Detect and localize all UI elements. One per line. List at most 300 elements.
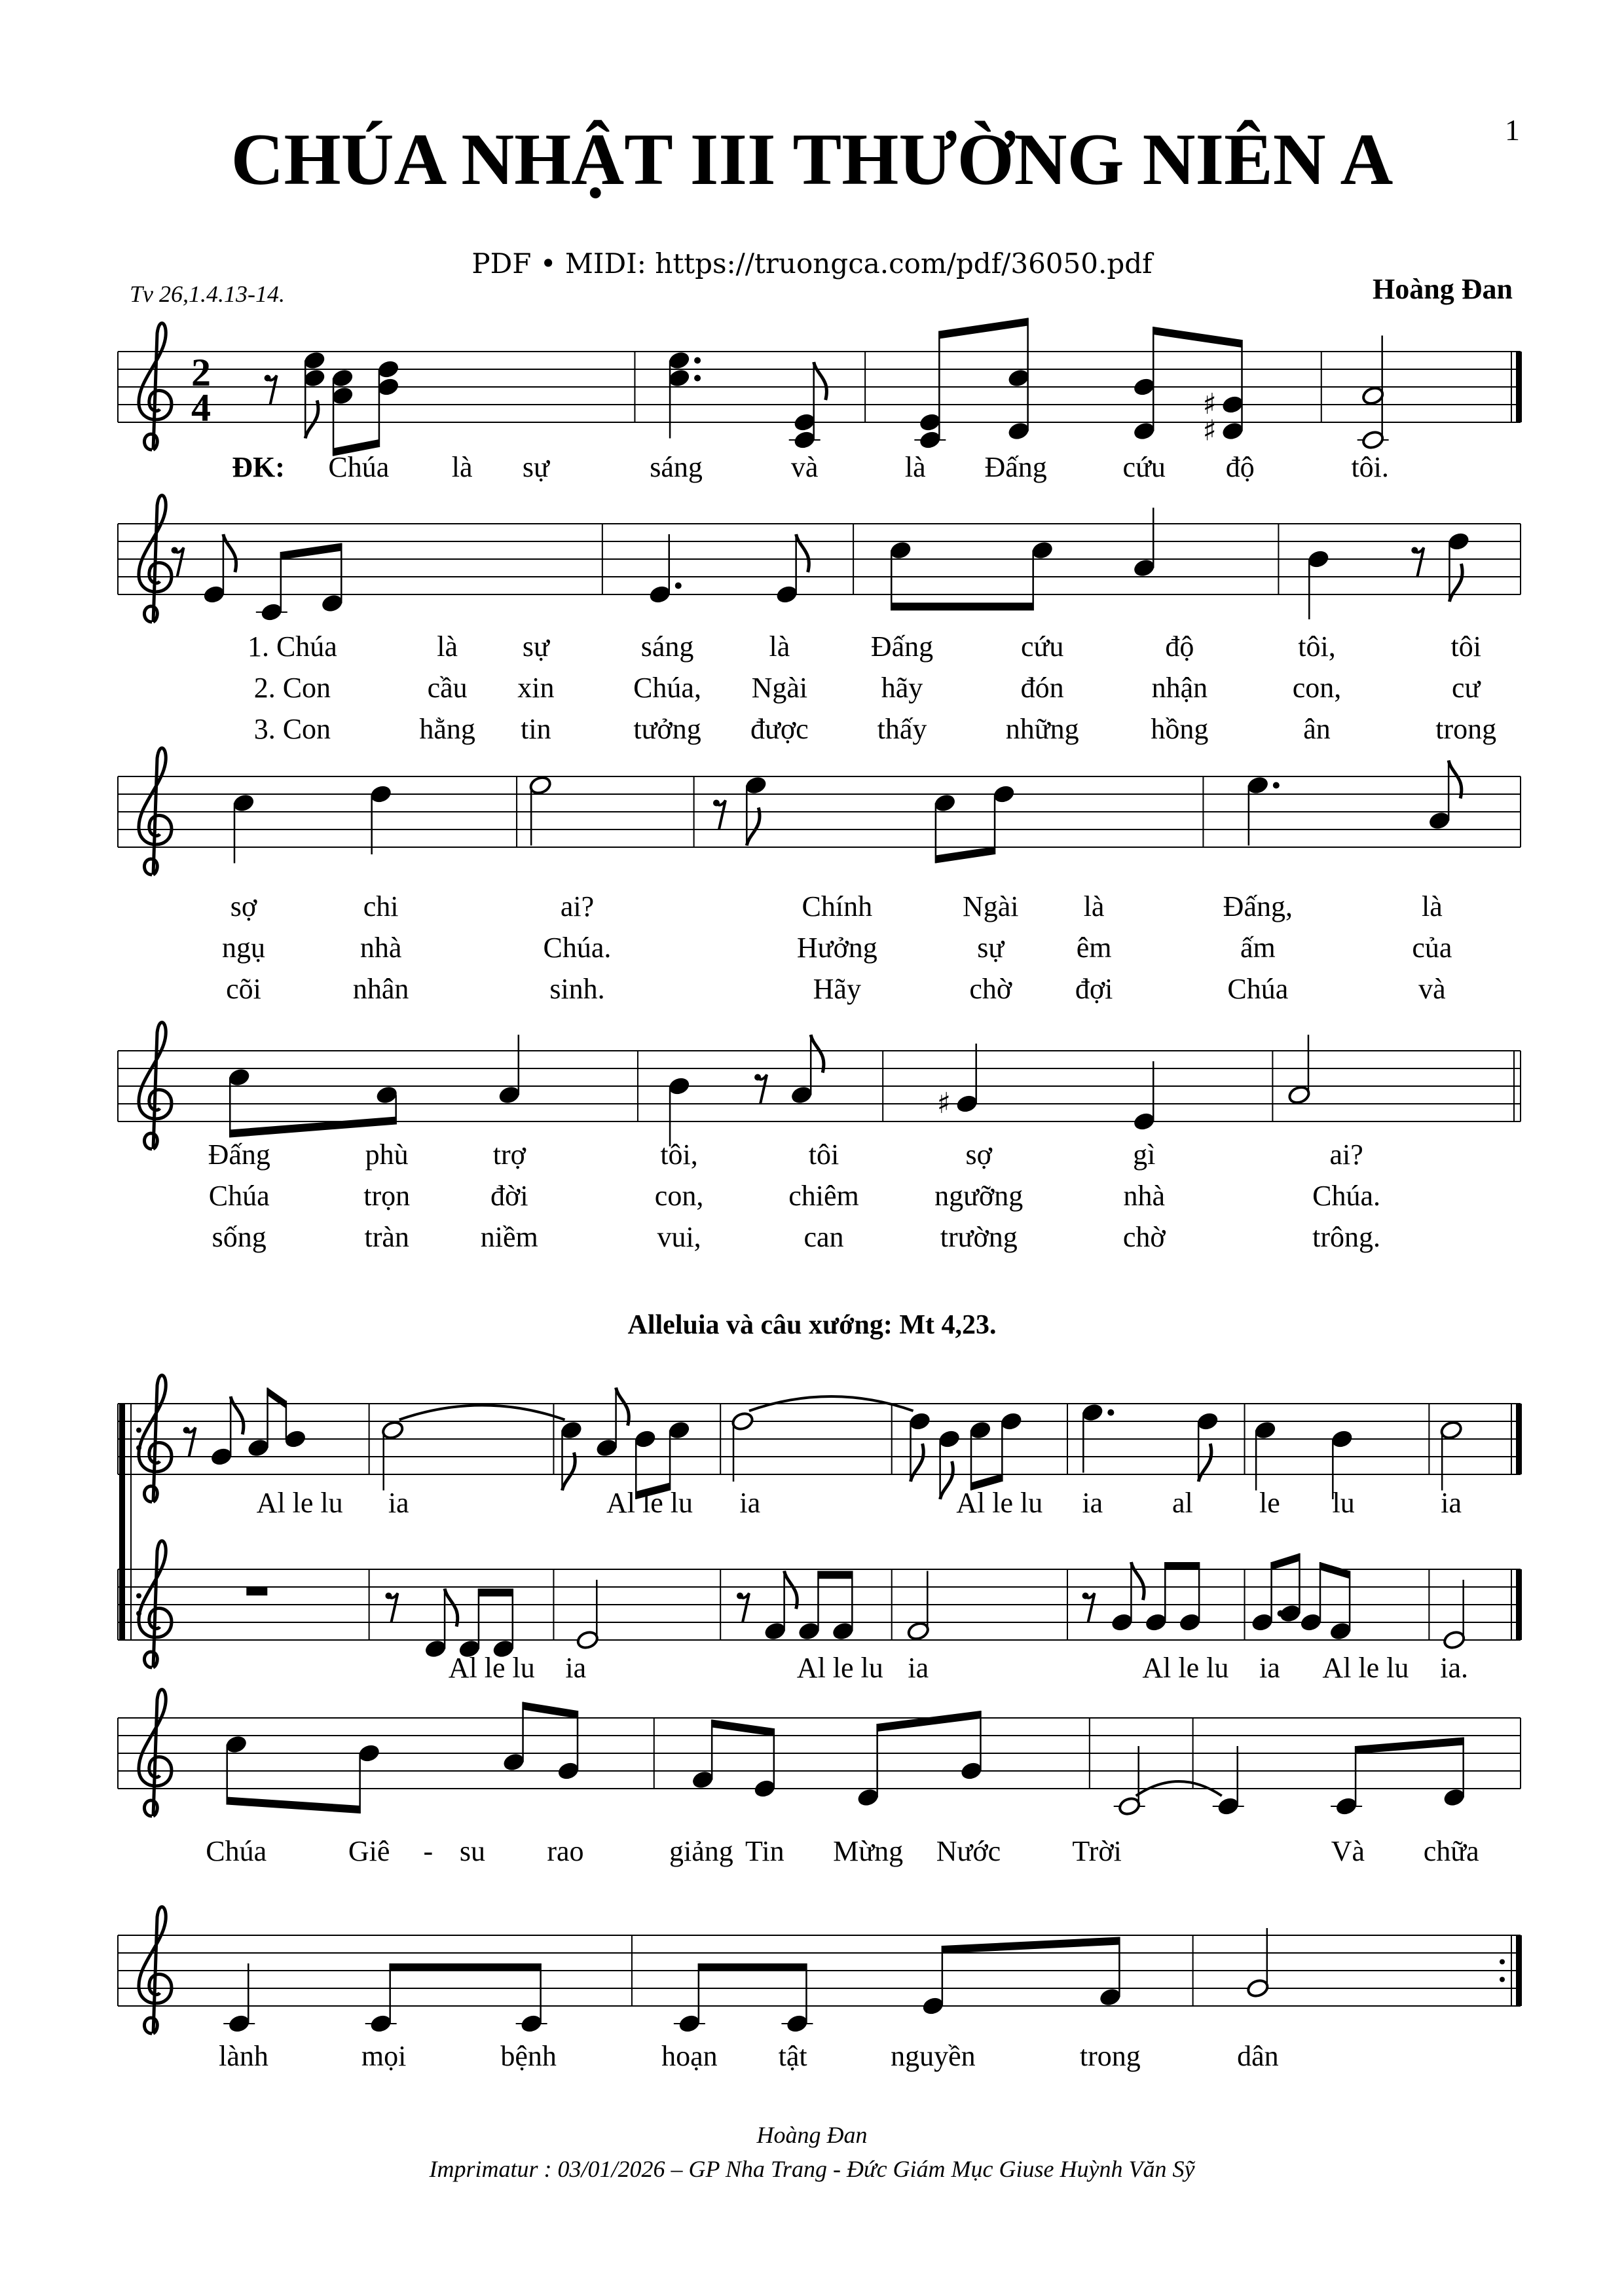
lyric-syllable: hãy — [881, 672, 923, 704]
alleluia-heading: Alleluia và câu xướng: Mt 4,23. — [627, 1310, 997, 1340]
note-head — [1251, 1612, 1274, 1633]
note-head — [857, 1787, 880, 1808]
lyric-syllable: sợ — [965, 1139, 992, 1171]
note-head — [775, 584, 799, 605]
lyric-syllable: tôi — [1450, 630, 1481, 663]
note-head — [1221, 421, 1244, 442]
note-head — [1007, 421, 1031, 442]
note-head — [1335, 1796, 1358, 1817]
beam — [1356, 1738, 1464, 1755]
beam — [877, 1711, 981, 1732]
lyric-syllable: sáng — [650, 451, 703, 483]
lyric-syllable: nhà — [360, 932, 402, 964]
lyric-syllable: sự — [522, 451, 549, 483]
lyric-syllable: Al le lu — [1322, 1652, 1409, 1684]
note-head — [284, 1429, 307, 1449]
lyric-syllable: và — [790, 451, 819, 483]
note-head — [358, 1743, 381, 1764]
note-head — [667, 350, 691, 371]
lyric-syllable: Al le lu — [448, 1652, 535, 1684]
note-head — [225, 1734, 248, 1755]
lyric-syllable: ngưỡng — [934, 1180, 1024, 1212]
lyric-syllable: - — [423, 1835, 434, 1867]
footer-author: Hoàng Đan — [756, 2122, 868, 2148]
page-number: 1 — [1505, 113, 1520, 147]
lyric-syllable: Hưởng — [796, 932, 877, 964]
lyric-syllable: Đấng — [208, 1139, 270, 1171]
eighth-flag — [796, 534, 809, 572]
note-head — [921, 1995, 945, 2016]
lyric-syllable: Al le lu — [256, 1487, 343, 1519]
lyric-syllable: lành — [219, 2040, 268, 2072]
lyric-syllable: hoạn — [661, 2040, 718, 2072]
note-head — [1080, 1402, 1104, 1423]
beam — [1165, 1562, 1199, 1570]
beam — [1272, 1554, 1300, 1571]
beam — [939, 318, 1027, 339]
lyric-syllable: cõi — [226, 973, 261, 1005]
lyric-syllable: vui, — [657, 1221, 701, 1253]
augmentation-dot — [675, 583, 682, 589]
lyric-syllable: con, — [1292, 672, 1342, 704]
note-head — [232, 793, 255, 814]
lyric-syllable: cầu — [427, 672, 468, 704]
lyric-syllable: Chúa. — [543, 932, 612, 964]
note-head — [247, 1438, 270, 1459]
lyric-syllable: Ngài — [751, 672, 808, 704]
note-head — [1098, 1987, 1122, 2008]
note-head — [331, 386, 354, 407]
lyric-syllable: độ — [1165, 630, 1194, 663]
lyric-syllable: mọi — [361, 2040, 407, 2072]
beam — [281, 543, 341, 560]
lyric-syllable: Al le lu — [796, 1652, 883, 1684]
eighth-rest-icon — [713, 800, 720, 807]
eighth-rest-icon — [265, 375, 271, 382]
lyric-syllable: ia — [1441, 1487, 1462, 1519]
note-head — [1217, 1796, 1240, 1817]
lyric-syllable: trông. — [1312, 1221, 1381, 1253]
lyric-syllable: chi — [363, 890, 399, 922]
beam — [1153, 327, 1242, 348]
note-head — [648, 584, 672, 605]
beam — [268, 1388, 286, 1409]
eighth-flag — [445, 1589, 458, 1627]
whole-rest-icon — [246, 1587, 267, 1595]
note-head — [303, 368, 326, 389]
eighth-flag — [814, 362, 827, 400]
repeat-dot — [1500, 1959, 1505, 1965]
sharp-icon: ♯ — [1202, 388, 1217, 421]
lyric-syllable: chữa — [1423, 1835, 1479, 1867]
lyric-syllable: Giê — [348, 1835, 390, 1867]
note-head — [227, 2013, 251, 2034]
note-head — [377, 359, 400, 380]
note-head — [1361, 386, 1385, 407]
lyric-syllable: nhà — [1123, 1180, 1165, 1212]
beam — [230, 1117, 396, 1138]
note-head — [744, 775, 767, 796]
lyric-syllable: nguyền — [891, 2040, 976, 2072]
note-head — [764, 1621, 787, 1642]
final-barline-thick — [1516, 1569, 1522, 1640]
eighth-rest-icon — [1411, 547, 1418, 554]
note-head — [202, 584, 226, 605]
lyric-syllable: Al le lu — [1142, 1652, 1229, 1684]
beam — [942, 1937, 1120, 1954]
lyric-syllable: Đấng — [984, 451, 1047, 483]
lyric-syllable: tôi, — [660, 1139, 698, 1171]
lyric-syllable: can — [803, 1221, 844, 1253]
note-head — [576, 1630, 599, 1650]
lyric-syllable: là — [437, 630, 458, 663]
lyric-syllable: chờ — [1122, 1221, 1166, 1253]
lyric-syllable: rao — [547, 1835, 584, 1867]
lyric-syllable: êm — [1076, 932, 1112, 964]
note-head — [797, 1621, 821, 1642]
lyric-syllable: ia — [388, 1487, 409, 1519]
lyric-syllable: trường — [940, 1221, 1018, 1253]
note-head — [1287, 1085, 1311, 1106]
lyric-syllable: tôi, — [1298, 630, 1336, 663]
note-head — [1118, 1796, 1141, 1817]
lyric-syllable: trọn — [363, 1180, 411, 1212]
note-head — [595, 1438, 619, 1459]
note-head — [831, 1621, 855, 1642]
note-head — [424, 1639, 447, 1660]
lyric-syllable: đón — [1020, 672, 1064, 704]
lyric-syllable: đợi — [1075, 973, 1113, 1005]
note-head — [1443, 1787, 1466, 1808]
augmentation-dot — [1107, 1410, 1114, 1416]
note-head — [303, 350, 326, 371]
time-signature-top: 2 — [191, 351, 211, 394]
page-title: CHÚA NHẬT III THƯỜNG NIÊN A — [231, 119, 1393, 200]
lyric-syllable: trong — [1435, 713, 1497, 745]
lyric-syllable: al — [1172, 1487, 1193, 1519]
note-head — [889, 540, 912, 561]
lyric-syllable: Chúa, — [633, 672, 701, 704]
note-head — [1110, 1612, 1134, 1633]
note-head — [331, 368, 354, 389]
lyric-syllable: Trời — [1072, 1835, 1122, 1867]
note-head — [320, 593, 344, 614]
lyric-syllable: Chúa — [328, 451, 390, 483]
note-head — [369, 2013, 393, 2034]
lyric-syllable: được — [750, 713, 809, 745]
eighth-flag — [1449, 564, 1462, 602]
beam — [699, 1963, 807, 1971]
download-link[interactable]: PDF • MIDI: https://truongca.com/pdf/36050.pdf — [471, 247, 1153, 280]
lyric-syllable: cứu — [1122, 451, 1166, 483]
note-head — [633, 1429, 657, 1449]
lyric-syllable: niềm — [480, 1221, 538, 1253]
eighth-flag — [305, 401, 318, 439]
note-head — [908, 1411, 932, 1432]
eighth-flag — [1198, 1444, 1211, 1482]
note-head — [1132, 1111, 1156, 1132]
lyric-syllable: Tin — [745, 1835, 784, 1867]
lyric-syllable: sinh. — [549, 973, 605, 1005]
lyric-syllable: là — [1083, 890, 1105, 922]
note-head — [790, 1085, 813, 1106]
beam — [390, 1963, 541, 1971]
beam — [227, 1797, 360, 1814]
repeat-dot — [136, 1594, 141, 1599]
note-head — [1178, 1612, 1202, 1633]
note-head — [1007, 368, 1031, 389]
lyric-syllable: Đấng — [870, 630, 934, 663]
lyric-syllable: phù — [365, 1139, 409, 1171]
note-head — [999, 1411, 1023, 1432]
eighth-flag — [1131, 1562, 1144, 1600]
note-head — [906, 1621, 930, 1642]
repeat-dot — [136, 1611, 141, 1616]
eighth-flag — [911, 1444, 924, 1482]
lyric-syllable: ngụ — [221, 932, 265, 964]
eighth-flag — [616, 1388, 629, 1426]
beam — [818, 1571, 852, 1579]
note-head — [667, 1420, 691, 1441]
lyric-syllable: Mừng — [833, 1835, 904, 1867]
eighth-rest-icon — [385, 1593, 392, 1599]
note-head — [1299, 1612, 1323, 1633]
lyric-syllable: tôi. — [1351, 451, 1389, 483]
lyric-syllable: 2. Con — [253, 672, 331, 704]
note-head — [520, 2013, 544, 2034]
lyric-syllable: Hãy — [813, 973, 861, 1005]
lyric-syllable: những — [1005, 713, 1079, 745]
note-head — [502, 1752, 526, 1773]
lyric-syllable: 3. Con — [253, 713, 331, 745]
beam — [891, 603, 1033, 611]
note-head — [667, 368, 691, 389]
lyric-syllable: xin — [517, 672, 555, 704]
note-head — [955, 1093, 979, 1114]
note-head — [753, 1778, 777, 1799]
lyric-syllable: ia. — [1440, 1652, 1469, 1684]
beam — [936, 847, 995, 864]
lyric-syllable: sáng — [640, 630, 694, 663]
final-barline-thick — [1516, 1404, 1522, 1474]
lyric-syllable: hằng — [419, 713, 475, 745]
note-head — [1278, 1603, 1302, 1624]
repeat-dot — [1500, 1977, 1505, 1982]
note-head — [785, 2013, 809, 2034]
lyric-syllable: độ — [1225, 451, 1255, 483]
eighth-flag — [223, 534, 236, 572]
lyric-syllable: ai? — [1329, 1139, 1363, 1171]
note-head — [969, 1420, 992, 1441]
lyric-syllable: gì — [1133, 1139, 1156, 1171]
lyric-syllable: chờ — [969, 973, 1012, 1005]
note-head — [678, 2013, 701, 2034]
note-head — [1306, 549, 1330, 570]
lyric-syllable: tôi — [808, 1139, 840, 1171]
note-head — [1246, 1978, 1270, 1999]
lyric-syllable: ia — [1082, 1487, 1103, 1519]
note-head — [1329, 1621, 1352, 1642]
augmentation-dot — [694, 375, 701, 382]
final-barline-thick — [1516, 352, 1522, 422]
note-head — [793, 412, 817, 433]
note-head — [938, 1429, 961, 1449]
lyric-syllable: 1. Chúa — [247, 630, 337, 663]
eighth-flag — [231, 1396, 244, 1434]
eighth-rest-icon — [754, 1074, 761, 1081]
lyric-syllable: giảng — [669, 1835, 733, 1867]
lyric-syllable: sự — [977, 932, 1005, 964]
eighth-flag — [940, 1461, 953, 1499]
note-head — [1132, 558, 1156, 579]
lyric-syllable: con, — [654, 1180, 704, 1212]
eighth-rest-icon — [1082, 1593, 1089, 1599]
lyric-syllable: Al le lu — [606, 1487, 693, 1519]
lyric-syllable: ân — [1303, 713, 1331, 745]
note-head — [1428, 811, 1451, 831]
note-head — [1132, 421, 1156, 442]
eighth-rest-icon — [183, 1427, 190, 1434]
lyric-syllable: là — [451, 451, 473, 483]
lyric-syllable: bệnh — [500, 2040, 557, 2072]
beam — [523, 1702, 578, 1719]
lyric-syllable: tưởng — [633, 713, 701, 745]
sharp-icon: ♯ — [936, 1087, 951, 1120]
lyric-syllable: ia — [908, 1652, 929, 1684]
lyric-syllable: nhân — [352, 973, 409, 1005]
lyric-syllable: Chúa — [1227, 973, 1289, 1005]
note-head — [1031, 540, 1054, 561]
lyric-syllable: ia — [1259, 1652, 1280, 1684]
lyric-syllable: Al le lu — [956, 1487, 1043, 1519]
composer-name: Hoàng Đan — [1373, 273, 1513, 305]
note-head — [557, 1760, 580, 1781]
lyric-syllable: ấm — [1240, 932, 1276, 964]
lyric-syllable: là — [769, 630, 790, 663]
eighth-flag — [784, 1571, 798, 1609]
lyric-syllable: chiêm — [788, 1180, 859, 1212]
lyric-syllable: hồng — [1151, 713, 1209, 745]
lyric-syllable: Chúa — [206, 1835, 267, 1867]
final-barline-thick — [1516, 1935, 1522, 2006]
lyric-syllable: ia — [565, 1652, 587, 1684]
lyric-syllable: dân — [1237, 2040, 1279, 2072]
lyric-syllable: Nước — [936, 1835, 1001, 1867]
lyric-syllable: tràn — [364, 1221, 409, 1253]
repeat-dot — [136, 1428, 141, 1433]
note-head — [375, 1085, 399, 1106]
lyric-syllable: thấy — [877, 713, 927, 745]
lyric-syllable: trong — [1079, 2040, 1141, 2072]
lyric-syllable: Đấng, — [1223, 890, 1293, 922]
note-head — [381, 1420, 405, 1441]
note-head — [1132, 376, 1156, 397]
eighth-rest-icon — [172, 547, 178, 554]
note-head — [1439, 1420, 1463, 1441]
beam — [712, 1720, 774, 1737]
note-head — [1253, 1420, 1277, 1441]
lyric-syllable: ia — [739, 1487, 761, 1519]
note-head — [1221, 394, 1244, 415]
eighth-rest-icon — [737, 1593, 743, 1599]
lyric-syllable: lu — [1332, 1487, 1355, 1519]
augmentation-dot — [694, 357, 701, 364]
eighth-flag — [1449, 761, 1462, 799]
note-head — [1361, 429, 1385, 450]
note-head — [793, 429, 817, 450]
lyric-syllable: nhận — [1151, 672, 1208, 704]
lyric-syllable: le — [1259, 1487, 1280, 1519]
lyric-syllable: Và — [1331, 1835, 1365, 1867]
note-head — [498, 1085, 521, 1106]
note-head — [260, 602, 284, 623]
psalm-reference: Tv 26,1.4.13-14. — [130, 281, 285, 307]
tie — [399, 1406, 565, 1420]
lyric-syllable: Ngài — [963, 890, 1019, 922]
note-head — [559, 1420, 583, 1441]
note-head — [731, 1411, 754, 1432]
note-head — [377, 376, 400, 397]
refrain-label: ĐK: — [232, 451, 285, 483]
lyric-syllable: sợ — [230, 890, 257, 922]
note-head — [933, 793, 957, 814]
beam — [479, 1589, 513, 1597]
lyric-syllable: Chúa. — [1312, 1180, 1381, 1212]
lyric-syllable: đời — [490, 1180, 528, 1212]
note-head — [992, 784, 1016, 805]
note-head — [210, 1446, 233, 1467]
lyric-syllable: sự — [522, 630, 549, 663]
lyric-syllable: sống — [212, 1221, 267, 1253]
beam — [1320, 1562, 1350, 1579]
time-signature-bottom: 4 — [191, 386, 211, 429]
note-head — [1330, 1429, 1354, 1449]
lyric-syllable: su — [459, 1835, 485, 1867]
note-head — [227, 1067, 251, 1088]
sharp-icon: ♯ — [1202, 414, 1217, 448]
lyric-syllable: là — [1421, 890, 1443, 922]
lyric-syllable: cứu — [1020, 630, 1064, 663]
eighth-flag — [811, 1035, 824, 1073]
note-head — [1443, 1630, 1466, 1650]
note-head — [918, 412, 942, 433]
note-head — [667, 1076, 691, 1097]
lyric-syllable: cư — [1452, 672, 1481, 704]
repeat-dot — [136, 1446, 141, 1451]
note-head — [1196, 1411, 1219, 1432]
note-head — [1447, 531, 1470, 552]
note-head — [691, 1770, 714, 1791]
lyric-syllable: tin — [521, 713, 551, 745]
lyric-syllable: Chính — [802, 890, 873, 922]
note-head — [1144, 1612, 1168, 1633]
eighth-flag — [562, 1453, 575, 1491]
lyric-syllable: và — [1418, 973, 1446, 1005]
eighth-flag — [747, 808, 760, 846]
note-head — [959, 1760, 983, 1781]
note-head — [369, 784, 393, 805]
note-head — [918, 429, 942, 450]
lyric-syllable: của — [1412, 932, 1452, 964]
lyric-syllable: trợ — [492, 1139, 526, 1171]
footer-imprimatur: Imprimatur : 03/01/2026 – GP Nha Trang - Đức Giám Mục Giuse Huỳnh Văn Sỹ — [429, 2156, 1195, 2182]
lyric-syllable: tật — [778, 2040, 807, 2072]
lyric-syllable: Chúa — [208, 1180, 270, 1212]
lyric-syllable: là — [904, 451, 926, 483]
lyric-syllable: ai? — [560, 890, 595, 922]
augmentation-dot — [1273, 782, 1280, 789]
note-head — [528, 775, 552, 796]
